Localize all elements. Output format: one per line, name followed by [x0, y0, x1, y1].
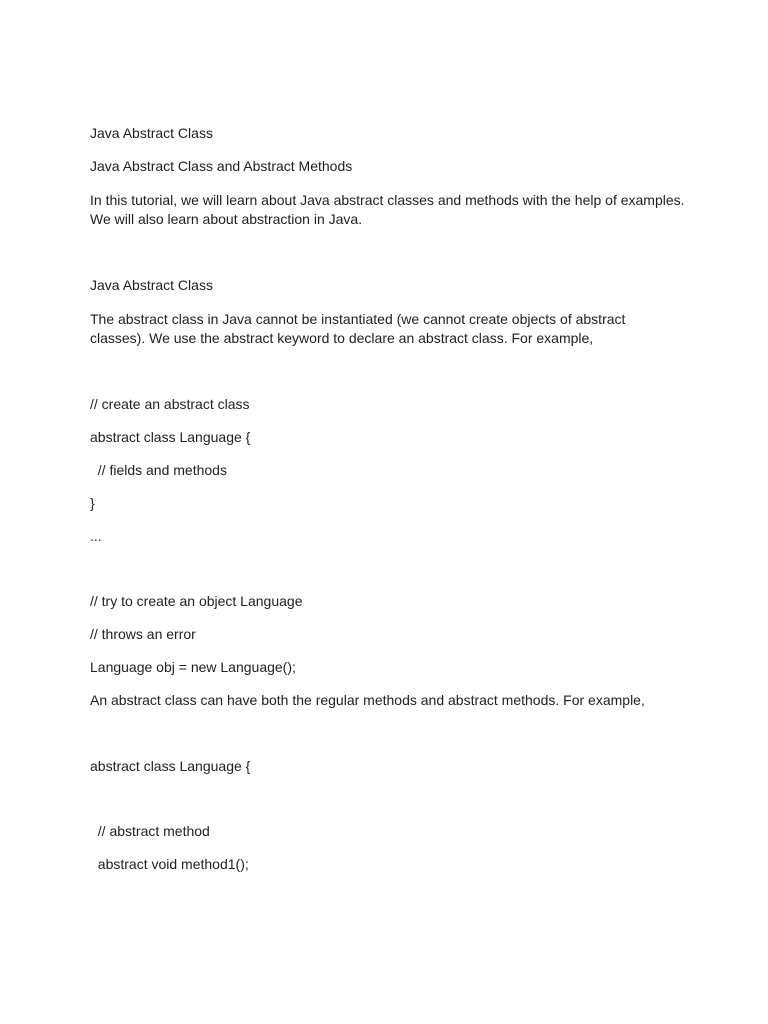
section-paragraph-line: The abstract class in Java cannot be instantiated (we cannot create objects of abstract [90, 311, 626, 327]
paragraph: An abstract class can have both the regular methods and abstract methods. For example, [90, 692, 645, 708]
intro-paragraph-line: In this tutorial, we will learn about Java abstract classes and methods with the help of examples. [90, 192, 685, 208]
code-line: } [90, 495, 95, 511]
code-line: // fields and methods [90, 462, 227, 478]
section-heading: Java Abstract Class [90, 277, 213, 293]
intro-paragraph-line: We will also learn about abstraction in Java. [90, 211, 363, 227]
code-line: abstract void method1(); [90, 856, 249, 872]
document-title: Java Abstract Class [90, 125, 213, 141]
document-subtitle: Java Abstract Class and Abstract Methods [90, 158, 353, 174]
code-line: // try to create an object Language [90, 593, 303, 609]
code-line: Language obj = new Language(); [90, 659, 296, 675]
code-line: // throws an error [90, 626, 196, 642]
code-line: ... [90, 528, 102, 544]
section-paragraph-line: classes). We use the abstract keyword to declare an abstract class. For example, [90, 330, 594, 346]
code-line: abstract class Language { [90, 429, 251, 445]
code-line: // abstract method [90, 823, 210, 839]
code-line: // create an abstract class [90, 396, 250, 412]
code-line: abstract class Language { [90, 758, 251, 774]
